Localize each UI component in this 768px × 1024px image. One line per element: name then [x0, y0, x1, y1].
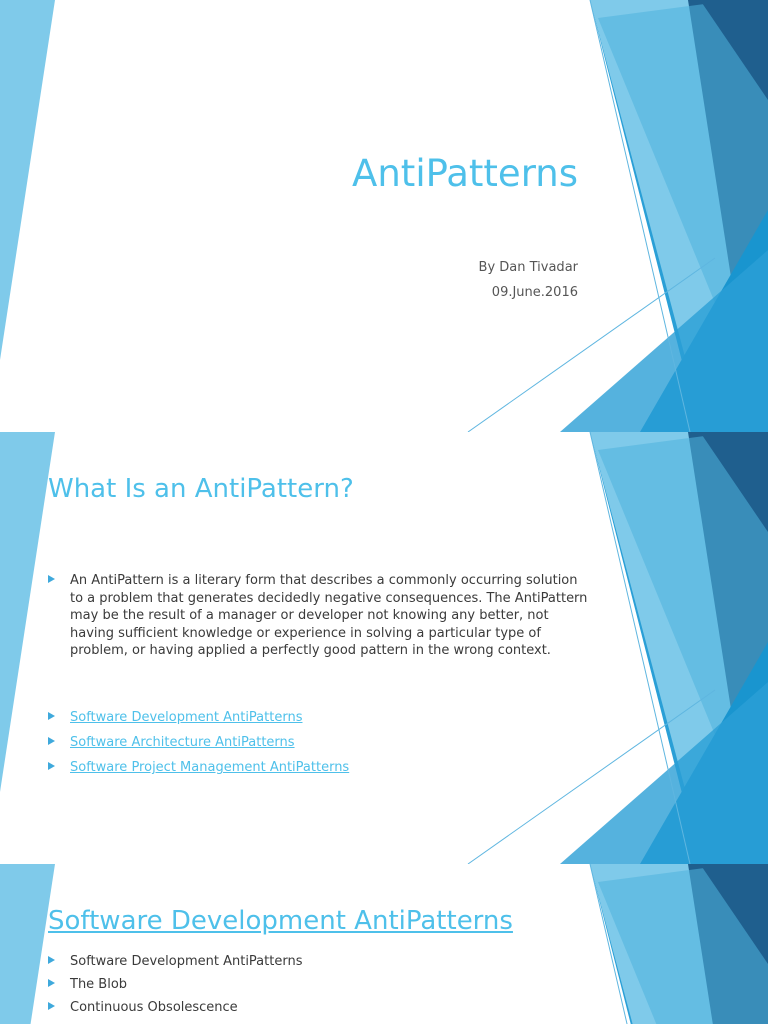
development-antipatterns-heading[interactable]: Software Development AntiPatterns — [48, 906, 513, 936]
list-item — [48, 976, 302, 994]
date-line: 09.June.2016 — [491, 285, 578, 300]
list-item — [48, 759, 349, 777]
software-architecture-antipatterns-link[interactable]: Software Architecture AntiPatterns — [70, 735, 295, 750]
list-item — [48, 734, 349, 752]
list-item-label: Software Development AntiPatterns — [70, 954, 303, 969]
software-project-management-antipatterns-link[interactable]: Software Project Management AntiPatterns — [70, 760, 350, 775]
bullet-arrow-icon — [48, 712, 55, 720]
list-item-label: Continuous Obsolescence — [70, 1000, 238, 1015]
title-slide — [0, 0, 768, 432]
antipattern-items-list — [48, 953, 302, 1022]
definition-heading: What Is an AntiPattern? — [48, 474, 354, 504]
bullet-arrow-icon — [48, 575, 55, 583]
antipattern-link-list — [48, 709, 349, 784]
bullet-arrow-icon — [48, 1002, 55, 1010]
list-item — [48, 709, 349, 727]
bullet-arrow-icon — [48, 956, 55, 964]
software-development-antipatterns-link[interactable]: Software Development AntiPatterns — [70, 710, 303, 725]
bullet-arrow-icon — [48, 762, 55, 770]
list-item — [48, 999, 302, 1017]
list-item — [48, 953, 302, 971]
presentation-title: AntiPatterns — [352, 152, 578, 195]
list-item — [48, 572, 588, 660]
definition-list — [48, 572, 588, 660]
slide-decoration — [0, 0, 768, 432]
list-item-label: The Blob — [70, 977, 128, 992]
bullet-arrow-icon — [48, 737, 55, 745]
bullet-arrow-icon — [48, 979, 55, 987]
author-line: By Dan Tivadar — [478, 260, 578, 275]
definition-text: An AntiPattern is a literary form that describes a commonly occurring solution to a problem that generates decidedly negative consequences. The AntiPattern may be the result of a manager or developer not knowing any better, not having sufficient knowledge or experience in solving a particular type of problem, or having applied a perfectly good pattern in the wrong context. — [70, 573, 588, 658]
